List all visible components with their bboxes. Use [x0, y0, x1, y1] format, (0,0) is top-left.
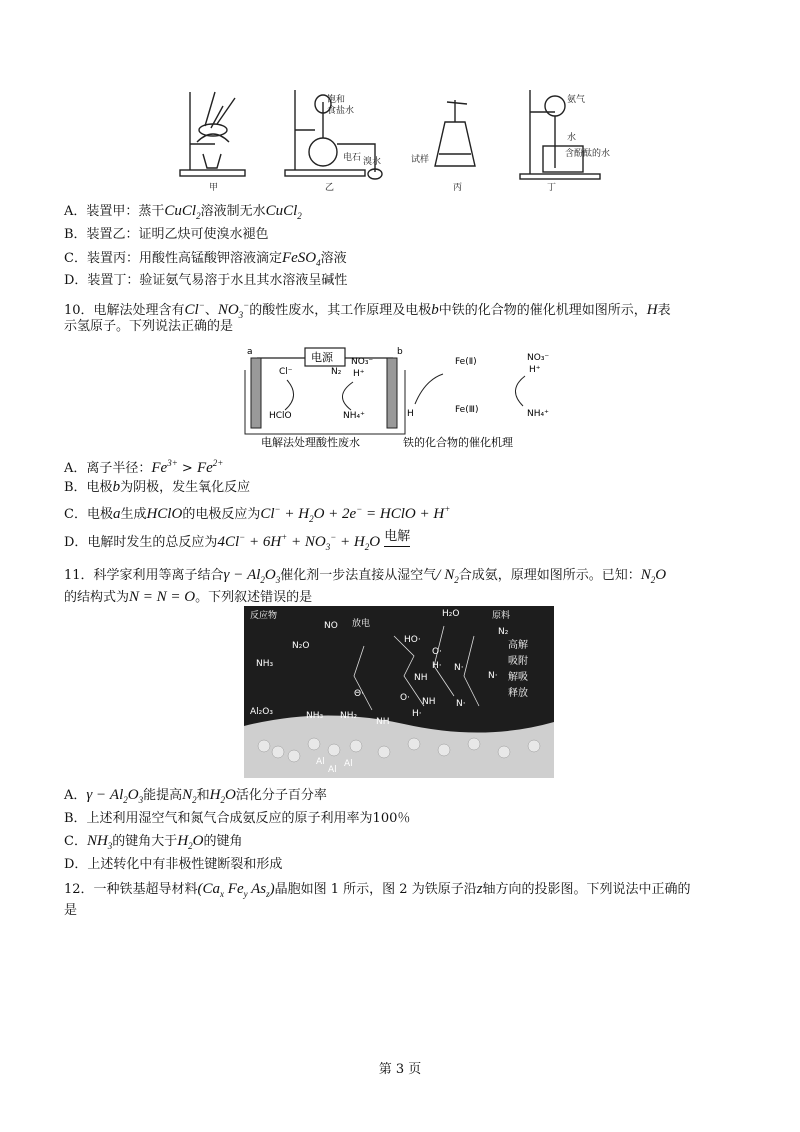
- label-discharge: 放电: [352, 619, 371, 629]
- q11-option-a: A．$\gamma - Al_2O_3$能提高$N_2$和$H_2O$活化分子百分率: [64, 787, 327, 805]
- q11-stem-line1: 11．科学家利用等离子结合$\gamma - Al_2O_3$催化剂一步法直接从湿空气/ $N_2$合成氨，原理如图所示。已知：$N_2O$: [64, 567, 667, 585]
- fe3-label: Fe(Ⅲ): [455, 405, 479, 415]
- svg-text:NH₂: NH₂: [340, 711, 358, 721]
- svg-text:O·: O·: [400, 693, 410, 703]
- label-al-3: Al: [344, 759, 353, 769]
- hclo-label: HClO: [269, 411, 292, 421]
- ding-label-3: 含酚酞的水: [565, 149, 611, 159]
- q10-option-d: D．电解时发生的总反应为$4Cl^- + 6H^+ + NO_3^- + H_2O$ 电解: [64, 529, 411, 552]
- q11-stem-line2: 的结构式为N = N = O。下列叙述错误的是: [64, 589, 313, 605]
- yi-label-2: 食盐水: [327, 106, 355, 116]
- label-ding: 丁: [547, 183, 557, 193]
- apparatus-figure: [175, 82, 611, 194]
- yi-label-4: 溴水: [363, 157, 382, 167]
- svg-text:H₂O: H₂O: [442, 609, 460, 619]
- caption-right: 铁的化合物的催化机理: [403, 436, 513, 449]
- label-yi: 乙: [325, 183, 335, 193]
- apparatus-jia: [180, 92, 245, 176]
- caption-left: 电解法处理酸性废水: [261, 436, 360, 449]
- q10-stem-line2: 示氢原子。下列说法正确的是: [64, 319, 234, 334]
- svg-text:HO·: HO·: [404, 635, 421, 645]
- yi-label-3: 电石: [343, 153, 362, 163]
- ding-label-1: 氨气: [567, 95, 586, 105]
- page-footer: 第 3 页: [378, 1062, 422, 1077]
- fe2-label: Fe(Ⅱ): [455, 357, 477, 367]
- q11-option-b: B．上述利用湿空气和氮气合成氨反应的原子利用率为100％: [64, 811, 411, 826]
- label-al2o3: Al₂O₃: [250, 707, 273, 717]
- svg-text:N·: N·: [454, 663, 464, 673]
- q9-option-b: B．装置乙：证明乙炔可使溴水褪色: [64, 227, 269, 242]
- nh4-label-left: NH₄⁺: [343, 411, 365, 421]
- label-jia: 甲: [209, 183, 219, 193]
- apparatus-bing: [435, 100, 475, 166]
- q12-stem-line1: 12．一种铁基超导材料($Ca_x$ $Fe_y$ $As_z$)晶胞如图 1 所示，图 2 为铁原子沿z轴方向的投影图。下列说法中正确的: [64, 881, 691, 899]
- n2-label: N₂: [331, 367, 342, 377]
- label-bing: 丙: [453, 183, 463, 193]
- svg-text:H·: H·: [412, 709, 422, 719]
- label-al-2: Al: [328, 765, 337, 775]
- electrode-a: [251, 358, 261, 428]
- no3-label-left: NO₃⁻: [351, 357, 374, 367]
- svg-text:NH: NH: [376, 717, 390, 727]
- electrode-b: [387, 358, 397, 428]
- legend-item-1: 高解: [508, 640, 528, 651]
- bing-label-sample: 试样: [411, 155, 430, 165]
- svg-text:Θ·: Θ·: [354, 689, 364, 699]
- hplus-label-left: H⁺: [353, 369, 365, 379]
- q11-option-d: D．上述转化中有非极性键断裂和形成: [64, 857, 283, 872]
- q11-option-c: C．$NH_3$的键角大于$H_2O$的键角: [64, 833, 243, 851]
- electrode-b-label: b: [397, 347, 403, 357]
- q9-option-c: C．装置丙：用酸性高锰酸钾溶液滴定FeSO$_4$溶液: [64, 250, 347, 268]
- svg-text:N·: N·: [456, 699, 466, 709]
- nh4-label-right: NH₄⁺: [527, 409, 549, 419]
- legend-item-3: 解吸: [508, 672, 528, 683]
- svg-text:NH: NH: [414, 673, 428, 683]
- q10-option-a: A．离子半径：$Fe^{3+} > Fe^{2+}$: [64, 458, 224, 476]
- electrode-a-label: a: [247, 347, 253, 357]
- hplus-label-right: H⁺: [529, 365, 541, 375]
- q10-electrolysis-figure: [245, 340, 557, 450]
- svg-text:N·: N·: [488, 671, 498, 681]
- svg-text:N₂: N₂: [498, 627, 509, 637]
- svg-text:NH: NH: [422, 697, 436, 707]
- yi-label-1: 饱和: [327, 95, 346, 105]
- q10-option-c: C．电极a生成HClO的电极反应为$Cl^- + H_2O + 2e^-$ = HClO + H+: [64, 504, 451, 524]
- cl-label: Cl⁻: [279, 367, 293, 377]
- legend-item-4: 释放: [508, 688, 528, 699]
- ding-label-2: 水: [567, 133, 577, 143]
- svg-text:NO: NO: [324, 621, 338, 631]
- q9-option-d: D．装置丁：验证氨气易溶于水且其水溶液呈碱性: [64, 273, 348, 288]
- svg-text:NH₃: NH₃: [306, 711, 324, 721]
- power-label: 电源: [311, 351, 333, 364]
- legend-item-2: 吸附: [508, 656, 528, 667]
- q12-stem-line2: 是: [64, 903, 78, 918]
- q9-option-a: A．装置甲：蒸干CuCl$_2$溶液制无水CuCl$_2$: [64, 203, 302, 221]
- svg-text:H·: H·: [432, 661, 442, 671]
- svg-text:NH₃: NH₃: [256, 659, 274, 669]
- label-al-1: Al: [316, 757, 325, 767]
- svg-text:N₂O: N₂O: [292, 641, 310, 651]
- h-label: H: [407, 409, 414, 419]
- apparatus-ding: [520, 90, 600, 179]
- q11-plasma-figure: [244, 606, 554, 778]
- q10-stem-line1: 10．电解法处理含有Cl−、$NO_3^-$的酸性废水，其工作原理及电极b中铁的化合物的催化机理如图所示，H表: [64, 300, 671, 320]
- electrolysis-condition: 电解: [384, 528, 410, 547]
- label-raw: 原料: [492, 611, 511, 621]
- q10-option-b: B．电极b为阴极，发生氧化反应: [64, 479, 251, 495]
- svg-text:O·: O·: [432, 647, 442, 657]
- label-reactant: 反应物: [250, 611, 278, 621]
- no3-label-right: NO₃⁻: [527, 353, 550, 363]
